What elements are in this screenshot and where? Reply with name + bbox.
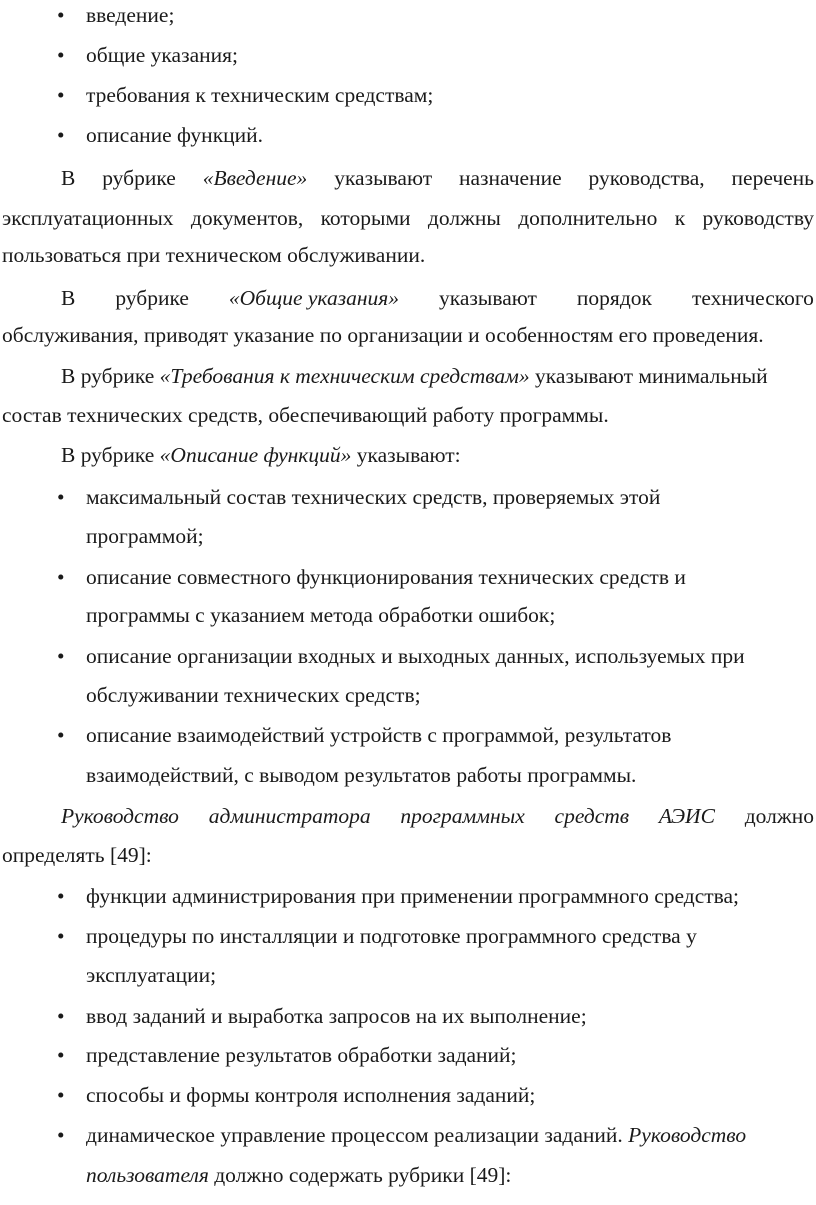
word: руководству xyxy=(702,206,814,230)
list-item-text xyxy=(86,1160,511,1190)
word: рубрике xyxy=(115,286,189,310)
word: администратора xyxy=(208,804,371,828)
bullet: • xyxy=(57,884,65,908)
word: к xyxy=(674,206,686,230)
list-item-text: описание функций. xyxy=(86,123,264,147)
emphasis: Руководство xyxy=(628,1123,747,1147)
text-run: должно содержать рубрики [49]: xyxy=(208,1163,512,1187)
word: указывают xyxy=(439,286,537,310)
word: дополнительно xyxy=(518,206,658,230)
list-item-text: взаимодействий, с выводом результатов работы программы. xyxy=(86,763,637,787)
list-item-text: описание совместного функционирования технических средств и xyxy=(86,565,686,589)
list-item-text: требования к техническим средствам; xyxy=(86,83,434,107)
bullet: • xyxy=(57,723,65,747)
rubric-name: «Общие указания» xyxy=(228,286,400,310)
list-item-text: описание взаимодействий устройств с программой, результатов xyxy=(86,723,672,747)
text-run: динамическое управление процессом реализации заданий. xyxy=(86,1123,629,1147)
emphasis: пользователя xyxy=(86,1163,209,1187)
bullet: • xyxy=(57,485,65,509)
list-item-text: эксплуатации; xyxy=(86,963,217,987)
bullet: • xyxy=(57,1123,65,1147)
rubric-name: «Описание функций» xyxy=(159,443,352,467)
word: рубрике xyxy=(102,166,176,190)
rubric-name: «Требования к техническим средствам» xyxy=(159,364,530,388)
list-item-text: общие указания; xyxy=(86,43,238,67)
word: которыми xyxy=(320,206,411,230)
paragraph-text: состав технических средств, обеспечивающий работу программы. xyxy=(2,403,609,427)
word: В xyxy=(61,286,76,310)
text-run: В рубрике xyxy=(61,364,160,388)
bullet: • xyxy=(57,3,65,27)
word: указывают xyxy=(334,166,433,190)
word: должно xyxy=(744,804,814,828)
word: Руководство xyxy=(61,804,179,828)
word: руководства, xyxy=(588,166,705,190)
word: документов, xyxy=(190,206,304,230)
bullet: • xyxy=(57,43,65,67)
text-run: указывают минимальный xyxy=(529,364,768,388)
word: технического xyxy=(691,286,814,310)
paragraph-text: обслуживания, приводят указание по организации и особенностям его проведения. xyxy=(2,323,764,347)
list-item-text: ввод заданий и выработка запросов на их выполнение; xyxy=(86,1004,587,1028)
word: порядок xyxy=(576,286,652,310)
list-item-text: максимальный состав технических средств, проверяемых этой xyxy=(86,485,661,509)
word: В xyxy=(61,166,76,190)
bullet: • xyxy=(57,83,65,107)
word: эксплуатационных xyxy=(2,206,174,230)
list-item-text: описание организации входных и выходных данных, используемых при xyxy=(86,644,745,668)
bullet: • xyxy=(57,123,65,147)
word: перечень xyxy=(731,166,814,190)
list-item-text: функции администрирования при применении программного средства; xyxy=(86,884,740,908)
list-item-text: программой; xyxy=(86,524,204,548)
bullet: • xyxy=(57,924,65,948)
list-item-text xyxy=(86,1120,746,1150)
bullet: • xyxy=(57,644,65,668)
list-item-text: программы с указанием метода обработки ошибок; xyxy=(86,603,556,627)
bullet: • xyxy=(57,565,65,589)
bullet: • xyxy=(57,1004,65,1028)
word: должны xyxy=(427,206,501,230)
rubric-name: «Введение» xyxy=(202,166,308,190)
bullet: • xyxy=(57,1043,65,1067)
list-item-text: представление результатов обработки заданий; xyxy=(86,1043,517,1067)
word: программных xyxy=(400,804,525,828)
text-run: В рубрике xyxy=(61,443,160,467)
bullet: • xyxy=(57,1083,65,1107)
list-item-text: процедуры по инсталляции и подготовке программного средства у xyxy=(86,924,697,948)
word: средств xyxy=(554,804,630,828)
list-item-text: способы и формы контроля исполнения заданий; xyxy=(86,1083,536,1107)
list-item-text: введение; xyxy=(86,3,175,27)
word: назначение xyxy=(459,166,562,190)
paragraph-text xyxy=(61,440,461,470)
paragraph-text: пользоваться при техническом обслуживании. xyxy=(2,243,426,267)
list-item-text: обслуживании технических средств; xyxy=(86,683,421,707)
text-run: указывают: xyxy=(351,443,461,467)
paragraph-text xyxy=(61,361,768,391)
paragraph-text: определять [49]: xyxy=(2,843,152,867)
word: АЭИС xyxy=(658,804,715,828)
